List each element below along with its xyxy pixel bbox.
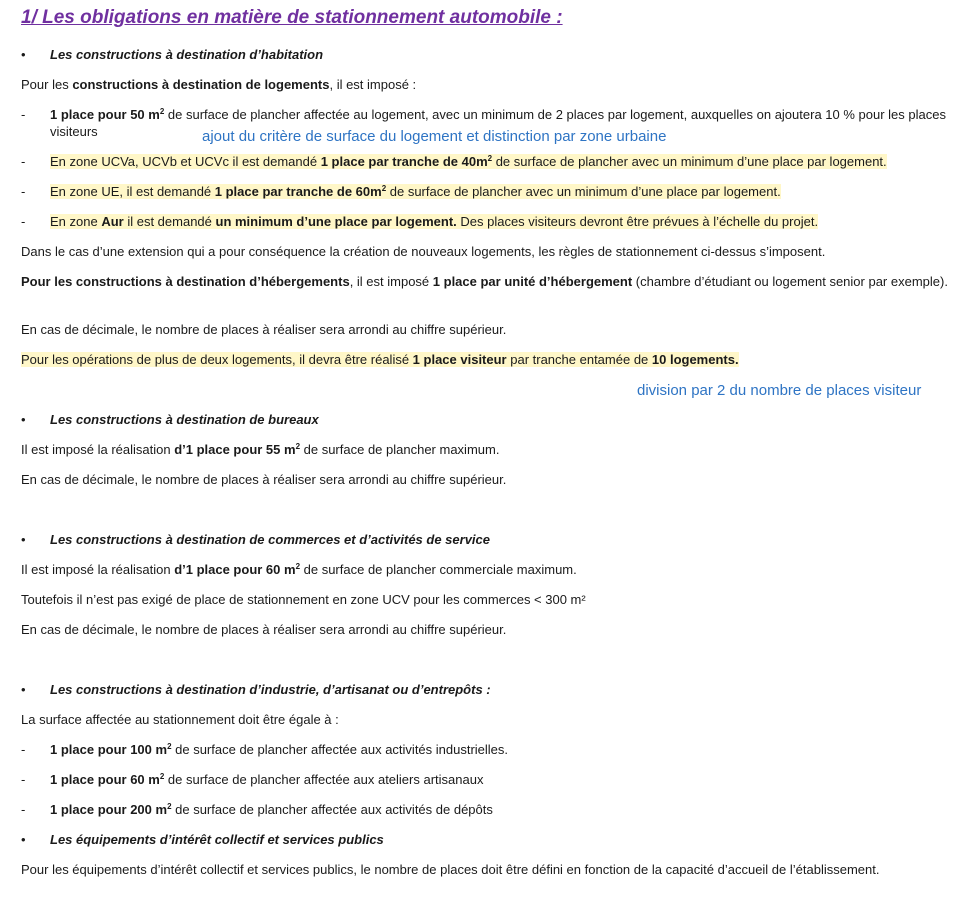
bold-text: Aur <box>101 214 124 229</box>
section-heading-equipements <box>21 831 954 848</box>
heading-text: Les constructions à destination de commerces et d’activités de service <box>50 532 491 547</box>
section-heading-bureaux <box>21 411 954 428</box>
annotation-note-visiteurs: division par 2 du nombre de places visiteur <box>637 382 922 399</box>
text: En zone UE, il est demandé <box>50 184 215 199</box>
annotation-note-surface: ajout du critère de surface du logement et distinction par zone urbaine <box>202 128 667 145</box>
dash-mark: - <box>21 802 26 817</box>
text: de surface de plancher avec un minimum d’une place par logement. <box>386 184 781 199</box>
text: Il est imposé la réalisation <box>21 442 175 457</box>
bold-text: 10 logements. <box>651 352 739 367</box>
dash-mark: - <box>21 772 26 787</box>
list-item-depots <box>21 801 954 818</box>
text: par tranche entamée de <box>506 352 652 367</box>
highlighted-text <box>21 352 739 367</box>
bold-text: 1 place pour 50 m <box>50 107 160 122</box>
text: de surface de plancher affectée au logement, avec un minimum de 2 places par logement, auxquelles on ajoutera 10 % pour les places visiteurs <box>50 107 946 139</box>
text: , il est imposé : <box>329 77 417 92</box>
bold-text: un minimum d’une place par logement. <box>215 214 457 229</box>
bold-text: Pour les constructions à destination d’hébergements <box>21 274 350 289</box>
list-item-zone-aur <box>21 213 954 230</box>
bullet-mark: • <box>21 412 26 427</box>
paragraph-industrie-intro: La surface affectée au stationnement doit être égale à : <box>21 712 339 727</box>
paragraph-hebergements <box>21 273 954 290</box>
highlighted-text <box>50 214 818 229</box>
text: de surface de plancher maximum. <box>300 442 500 457</box>
bold-text: 1 place par tranche de 40m <box>320 154 488 169</box>
list-item-zone-ue <box>21 183 954 200</box>
bullet-mark: • <box>21 832 26 847</box>
paragraph-commerces-exception: Toutefois il n’est pas exigé de place de stationnement en zone UCV pour les commerces < 300 m² <box>21 592 586 607</box>
text: Pour les opérations de plus de deux logements, il devra être réalisé <box>21 352 413 367</box>
paragraph-equipements: Pour les équipements d’intérêt collectif et services publics, le nombre de places doit être défini en fonction de la capacité d’accueil de l’établissement. <box>21 862 880 877</box>
text: de surface de plancher affectée aux activités de dépôts <box>171 802 493 817</box>
bullet-mark: • <box>21 47 26 62</box>
paragraph-commerces-rule <box>21 561 954 578</box>
paragraph-visiteurs <box>21 351 954 368</box>
superscript: 2 <box>159 107 165 116</box>
bold-text: d’1 place pour 55 m <box>174 442 296 457</box>
paragraph-bureaux-rule <box>21 441 954 458</box>
bold-text: 1 place par unité d’hébergement <box>432 274 633 289</box>
page-title: 1/ Les obligations en matière de stationnement automobile : <box>21 7 563 28</box>
superscript: 2 <box>381 184 387 193</box>
text: Il est imposé la réalisation <box>21 562 175 577</box>
paragraph-decimal: En cas de décimale, le nombre de places à réaliser sera arrondi au chiffre supérieur. <box>21 622 507 637</box>
bullet-mark: • <box>21 532 26 547</box>
superscript: 2 <box>167 802 172 811</box>
bold-text: 1 place visiteur <box>412 352 507 367</box>
heading-text: Les constructions à destination de bureaux <box>50 412 319 427</box>
superscript: 2 <box>167 742 172 751</box>
bold-text: 1 place pour 100 m <box>50 742 168 757</box>
paragraph-decimal: En cas de décimale, le nombre de places à réaliser sera arrondi au chiffre supérieur. <box>21 472 507 487</box>
text: Des places visiteurs devront être prévues à l’échelle du projet. <box>456 214 819 229</box>
section-heading-commerces <box>21 531 954 548</box>
bold-text: 1 place par tranche de 60m <box>214 184 382 199</box>
text: Pour les <box>21 77 73 92</box>
highlighted-text <box>50 154 887 169</box>
dash-mark: - <box>21 214 26 229</box>
superscript: 2 <box>159 772 165 781</box>
bold-text: constructions à destination de logements <box>72 77 330 92</box>
section-heading-industrie <box>21 681 954 698</box>
text: En zone <box>50 214 102 229</box>
list-item-industrie <box>21 741 954 758</box>
section-heading-habitation <box>21 46 954 63</box>
bold-text: 1 place pour 200 m <box>50 802 168 817</box>
paragraph-extension: Dans le cas d’une extension qui a pour conséquence la création de nouveaux logements, les règles de stationnement ci-dessus s’imposent. <box>21 244 826 259</box>
dash-mark: - <box>21 107 26 122</box>
list-item-zone-ucv <box>21 153 954 170</box>
superscript: 2 <box>487 154 493 163</box>
paragraph-decimal: En cas de décimale, le nombre de places à réaliser sera arrondi au chiffre supérieur. <box>21 322 507 337</box>
heading-text: Les constructions à destination d’industrie, d’artisanat ou d’entrepôts : <box>50 682 491 697</box>
text: (chambre d’étudiant ou logement senior par exemple). <box>632 274 948 289</box>
text: de surface de plancher avec un minimum d’une place par logement. <box>492 154 887 169</box>
dash-mark: - <box>21 154 26 169</box>
heading-text: Les constructions à destination d’habitation <box>50 47 324 62</box>
bold-text: 1 place pour 60 m <box>50 772 160 787</box>
bold-text: d’1 place pour 60 m <box>174 562 296 577</box>
text: de surface de plancher affectée aux ateliers artisanaux <box>164 772 484 787</box>
superscript: 2 <box>295 562 301 571</box>
text: En zone UCVa, UCVb et UCVc il est demandé <box>50 154 321 169</box>
highlighted-text <box>50 184 781 199</box>
heading-text: Les équipements d’intérêt collectif et services publics <box>50 832 384 847</box>
text: de surface de plancher commerciale maximum. <box>300 562 577 577</box>
dash-mark: - <box>21 184 26 199</box>
bullet-mark: • <box>21 682 26 697</box>
dash-mark: - <box>21 742 26 757</box>
list-item-artisanat <box>21 771 954 788</box>
text: , il est imposé <box>349 274 433 289</box>
superscript: 2 <box>295 442 301 451</box>
text: de surface de plancher affectée aux activités industrielles. <box>171 742 509 757</box>
text: il est demandé <box>123 214 216 229</box>
habitation-intro <box>21 76 954 93</box>
